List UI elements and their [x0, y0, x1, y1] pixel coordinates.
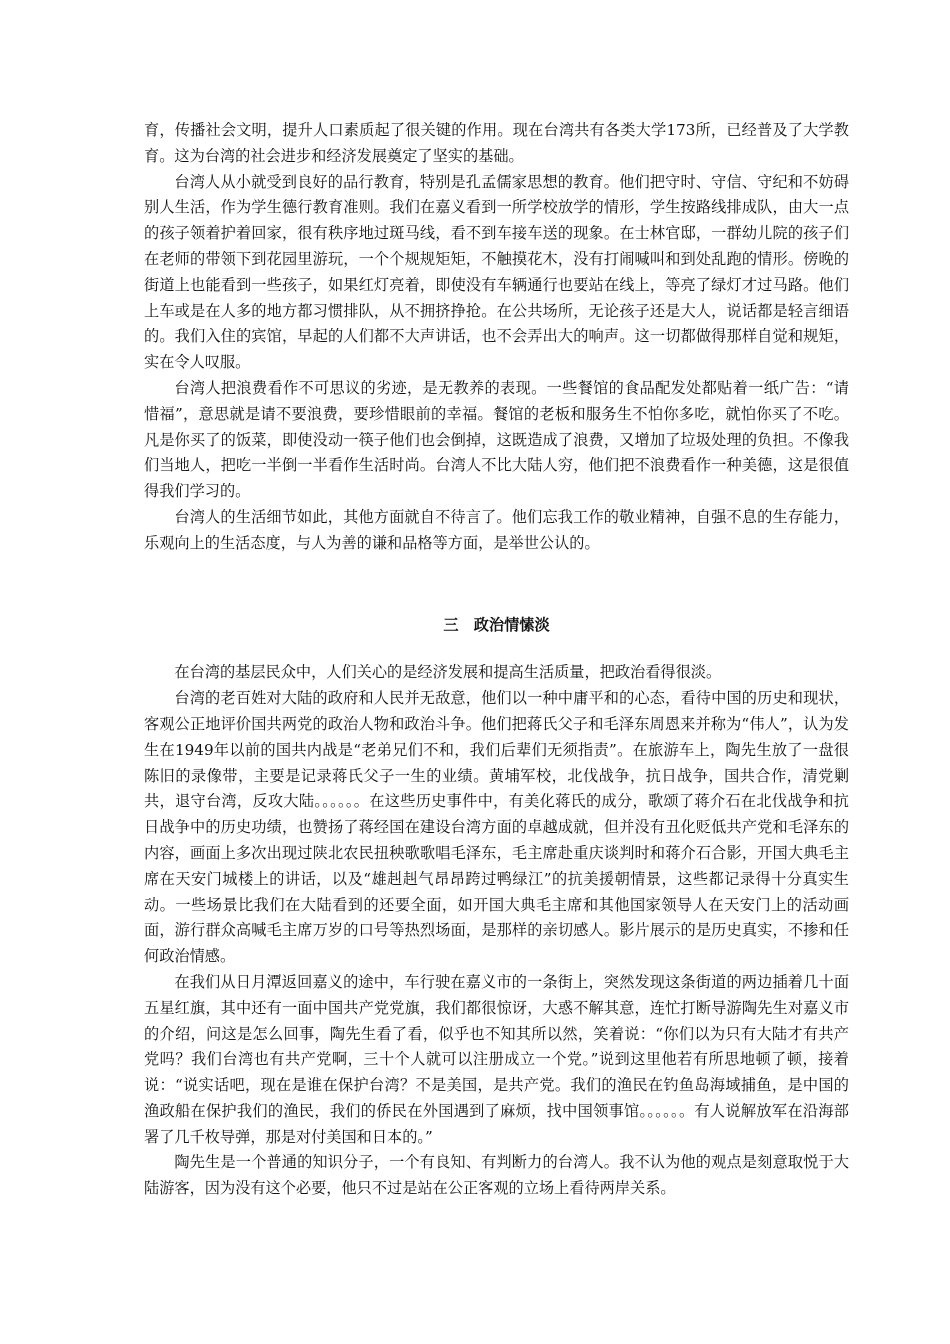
- document-page: [144, 118, 849, 1202]
- paragraph: 在我们从日月潭返回嘉义的途中，车行驶在嘉义市的一条街上，突然发现这条街道的两边插着几十面五星红旗，其中还有一面中国共产党党旗，我们都很惊讶，大惑不解其意，连忙打断导游陶先生对嘉义市的介绍，问这是怎么回事，陶先生看了看，似乎也不知其所以然，笑着说：“你们以为只有大陆才有共产党吗？我们台湾也有共产党啊，三十个人就可以注册成立一个党。”说到这里他若有所思地顿了顿，接着说：“说实话吧，现在是谁在保护台湾？不是美国，是共产党。我们的渔民在钓鱼岛海域捕鱼，是中国的渔政船在保护我们的渔民，我们的侨民在外国遇到了麻烦，找中国领事馆。。。。。。有人说解放军在沿海部署了几千枚导弹，那是对付美国和日本的。”: [144, 972, 849, 1146]
- section-previous: [144, 118, 849, 557]
- heading-spacer: [144, 638, 849, 660]
- paragraph: 台湾人从小就受到良好的品行教育，特别是孔孟儒家思想的教育。他们把守时、守信、守纪和不妨碍别人生活，作为学生德行教育准则。我们在嘉义看到一所学校放学的情形，学生按路线排成队，由大一点的孩子领着护着回家，很有秩序地过斑马线，看不到车接车送的现象。在士林官邸，一群幼儿院的孩子们在老师的带领下到花园里游玩，一个个规规矩矩，不触摸花木，没有打闹喊叫和到处乱跑的情形。傍晚的街道上也能看到一些孩子，如果红灯亮着，即使没有车辆通行也要站在线上，等亮了绿灯才过马路。他们上车或是在人多的地方都习惯排队，从不拥挤挣抢。在公共场所，无论孩子还是大人，说话都是轻言细语的。我们入住的宾馆，早起的人们都不大声讲话，也不会弄出大的响声。这一切都做得那样自觉和规矩，实在令人叹服。: [144, 172, 849, 372]
- paragraph: 在台湾的基层民众中，人们关心的是经济发展和提高生活质量，把政治看得很淡。: [174, 663, 722, 682]
- paragraph-continued: 育，传播社会文明，提升人口素质起了很关键的作用。现在台湾共有各类大学173所，已经普及了大学教育。这为台湾的社会进步和经济发展奠定了坚实的基础。: [144, 121, 849, 165]
- section-politics: [144, 660, 849, 1202]
- section-heading: 三 政治情愫淡: [443, 615, 550, 634]
- paragraph: 台湾人的生活细节如此，其他方面就自不待言了。他们忘我工作的敬业精神，自强不息的生存能力，乐观向上的生活态度，与人为善的谦和品格等方面，是举世公认的。: [144, 507, 849, 552]
- paragraph: 台湾的老百姓对大陆的政府和人民并无敌意，他们以一种中庸平和的心态，看待中国的历史和现状，客观公正地评价国共两党的政治人物和政治斗争。他们把蒋氏父子和毛泽东周恩来并称为“伟人”，认为发生在1949年以前的国共内战是“老弟兄们不和，我们后辈们无须指责”。在旅游车上，陶先生放了一盘很陈旧的录像带，主要是记录蒋氏父子一生的业绩。黄埔军校，北伐战争，抗日战争，国共合作，清党剿共，退守台湾，反攻大陆。。。。。。在这些历史事件中，有美化蒋氏的成分，歌颂了蒋介石在北伐战争和抗日战争中的历史功绩，也赞扬了蒋经国在建设台湾方面的卓越成就，但并没有丑化贬低共产党和毛泽东的内容，画面上多次出现过陕北农民扭秧歌歌唱毛泽东，毛主席赴重庆谈判时和蒋介石合影，开国大典毛主席在天安门城楼上的讲话，以及“雄赳赳气昂昂跨过鸭绿江”的抗美援朝情景，这些都记录得十分真实生动。一些场景比我们在大陆看到的还要全面，如开国大典毛主席和其他国家领导人在天安门上的活动画面，游行群众高喊毛主席万岁的口号等热烈场面，是那样的亲切感人。影片展示的是历史真实，不掺和任何政治情感。: [144, 689, 849, 966]
- section-spacer: [144, 557, 849, 613]
- paragraph: 台湾人把浪费看作不可思议的劣迹，是无教养的表现。一些餐馆的食品配发处都贴着一纸广告：“请惜福”，意思就是请不要浪费，要珍惜眼前的幸福。餐馆的老板和服务生不怕你多吃，就怕你买了不吃。凡是你买了的饭菜，即使没动一筷子他们也会倒掉，这既造成了浪费，又增加了垃圾处理的负担。不像我们当地人，把吃一半倒一半看作生活时尚。台湾人不比大陆人穷，他们把不浪费看作一种美德，这是很值得我们学习的。: [144, 378, 849, 501]
- paragraph: 陶先生是一个普通的知识分子，一个有良知、有判断力的台湾人。我不认为他的观点是刻意取悦于大陆游客，因为没有这个必要，他只不过是站在公正客观的立场上看待两岸关系。: [144, 1153, 849, 1198]
